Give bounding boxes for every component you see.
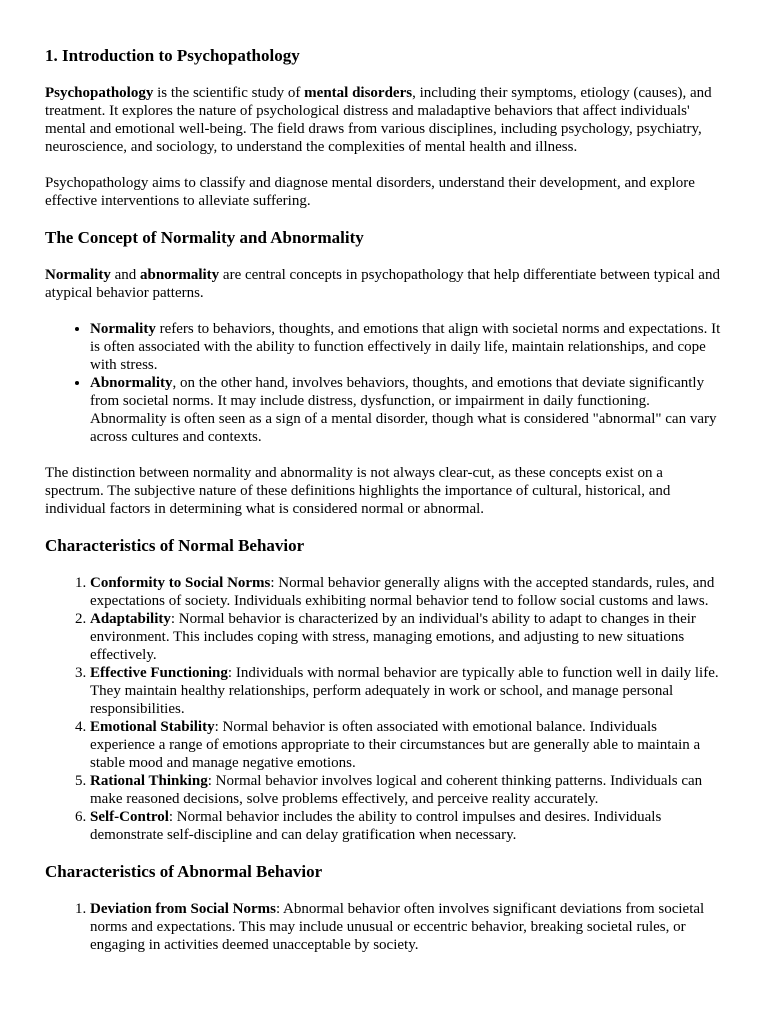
list-item: 1. Conformity to Social Norms: Normal behavior generally aligns with the accepted standards, rules, and expectations of society. Individuals exhibiting normal behavior tend to follow social customs and laws. [90, 574, 723, 610]
concept-heading: The Concept of Normality and Abnormality [45, 228, 364, 247]
abnormal-behavior-list [45, 900, 723, 954]
abnormal-behavior-heading: Characteristics of Abnormal Behavior [45, 862, 323, 881]
concept-bullet-list [45, 320, 723, 446]
list-item: 3. Effective Functioning: Individuals with normal behavior are typically able to function well in daily life. They maintain healthy relationships, perform adequately in work or school, and manage personal responsibilities. [90, 664, 723, 718]
list-item: • Normality refers to behaviors, thoughts, and emotions that align with societal norms and expectations. It is often associated with the ability to function effectively in daily life, maintain relationships, and cope with stress. [90, 320, 723, 374]
term-normality: Normality [45, 267, 111, 283]
normal-behavior-heading: Characteristics of Normal Behavior [45, 536, 305, 555]
list-item: 4. Emotional Stability: Normal behavior is often associated with emotional balance. Individuals experience a range of emotions appropriate to their circumstances but are generally able to maintain a stable mood and manage negative emotions. [90, 718, 723, 772]
concept-paragraph-2: The distinction between normality and abnormality is not always clear-cut, as these concepts exist on a spectrum. The subjective nature of these definitions highlights the importance of cultural, historical, and individual factors in determining what is considered normal or abnormal. [45, 465, 671, 517]
list-item: 1. Deviation from Social Norms: Abnormal behavior often involves significant deviations from societal norms and expectations. This may include unusual or eccentric behavior, breaking societal rules, or engaging in activities deemed unacceptable by society. [90, 900, 723, 954]
term-psychopathology: Psychopathology [45, 85, 154, 101]
list-item: 2. Adaptability: Normal behavior is characterized by an individual's ability to adapt to changes in their environment. This includes coping with stress, managing emotions, and adjusting to new situations effectively. [90, 610, 723, 664]
normal-behavior-list [45, 574, 723, 844]
list-item: 6. Self-Control: Normal behavior includes the ability to control impulses and desires. Individuals demonstrate self-discipline and can delay gratification when necessary. [90, 808, 723, 844]
intro-paragraph-2: Psychopathology aims to classify and diagnose mental disorders, understand their development, and explore effective interventions to alleviate suffering. [45, 175, 695, 209]
term-abnormality: abnormality [140, 267, 220, 283]
concept-paragraph-1: Normality and abnormality are central concepts in psychopathology that help differentiate between typical and atypical behavior patterns. [45, 267, 720, 301]
list-item: • Abnormality, on the other hand, involves behaviors, thoughts, and emotions that deviate significantly from societal norms. It may include distress, dysfunction, or impairment in daily functioning. Abnormality is often seen as a sign of a mental disorder, though what is considered "abnormal" can vary across cultures and contexts. [90, 374, 723, 446]
intro-heading: 1. Introduction to Psychopathology [45, 46, 300, 65]
intro-paragraph-1: Psychopathology is the scientific study of mental disorders, including their symptoms, etiology (causes), and treatment. It explores the nature of psychological distress and maladaptive behaviors that affect individuals' mental and emotional well-being. The field draws from various disciplines, including psychology, psychiatry, neuroscience, and sociology, to understand the complexities of mental health and illness. [45, 85, 712, 155]
term-mental-disorders: mental disorders [304, 85, 413, 101]
list-item: 5. Rational Thinking: Normal behavior involves logical and coherent thinking patterns. Individuals can make reasoned decisions, solve problems effectively, and perceive reality accurately. [90, 772, 723, 808]
